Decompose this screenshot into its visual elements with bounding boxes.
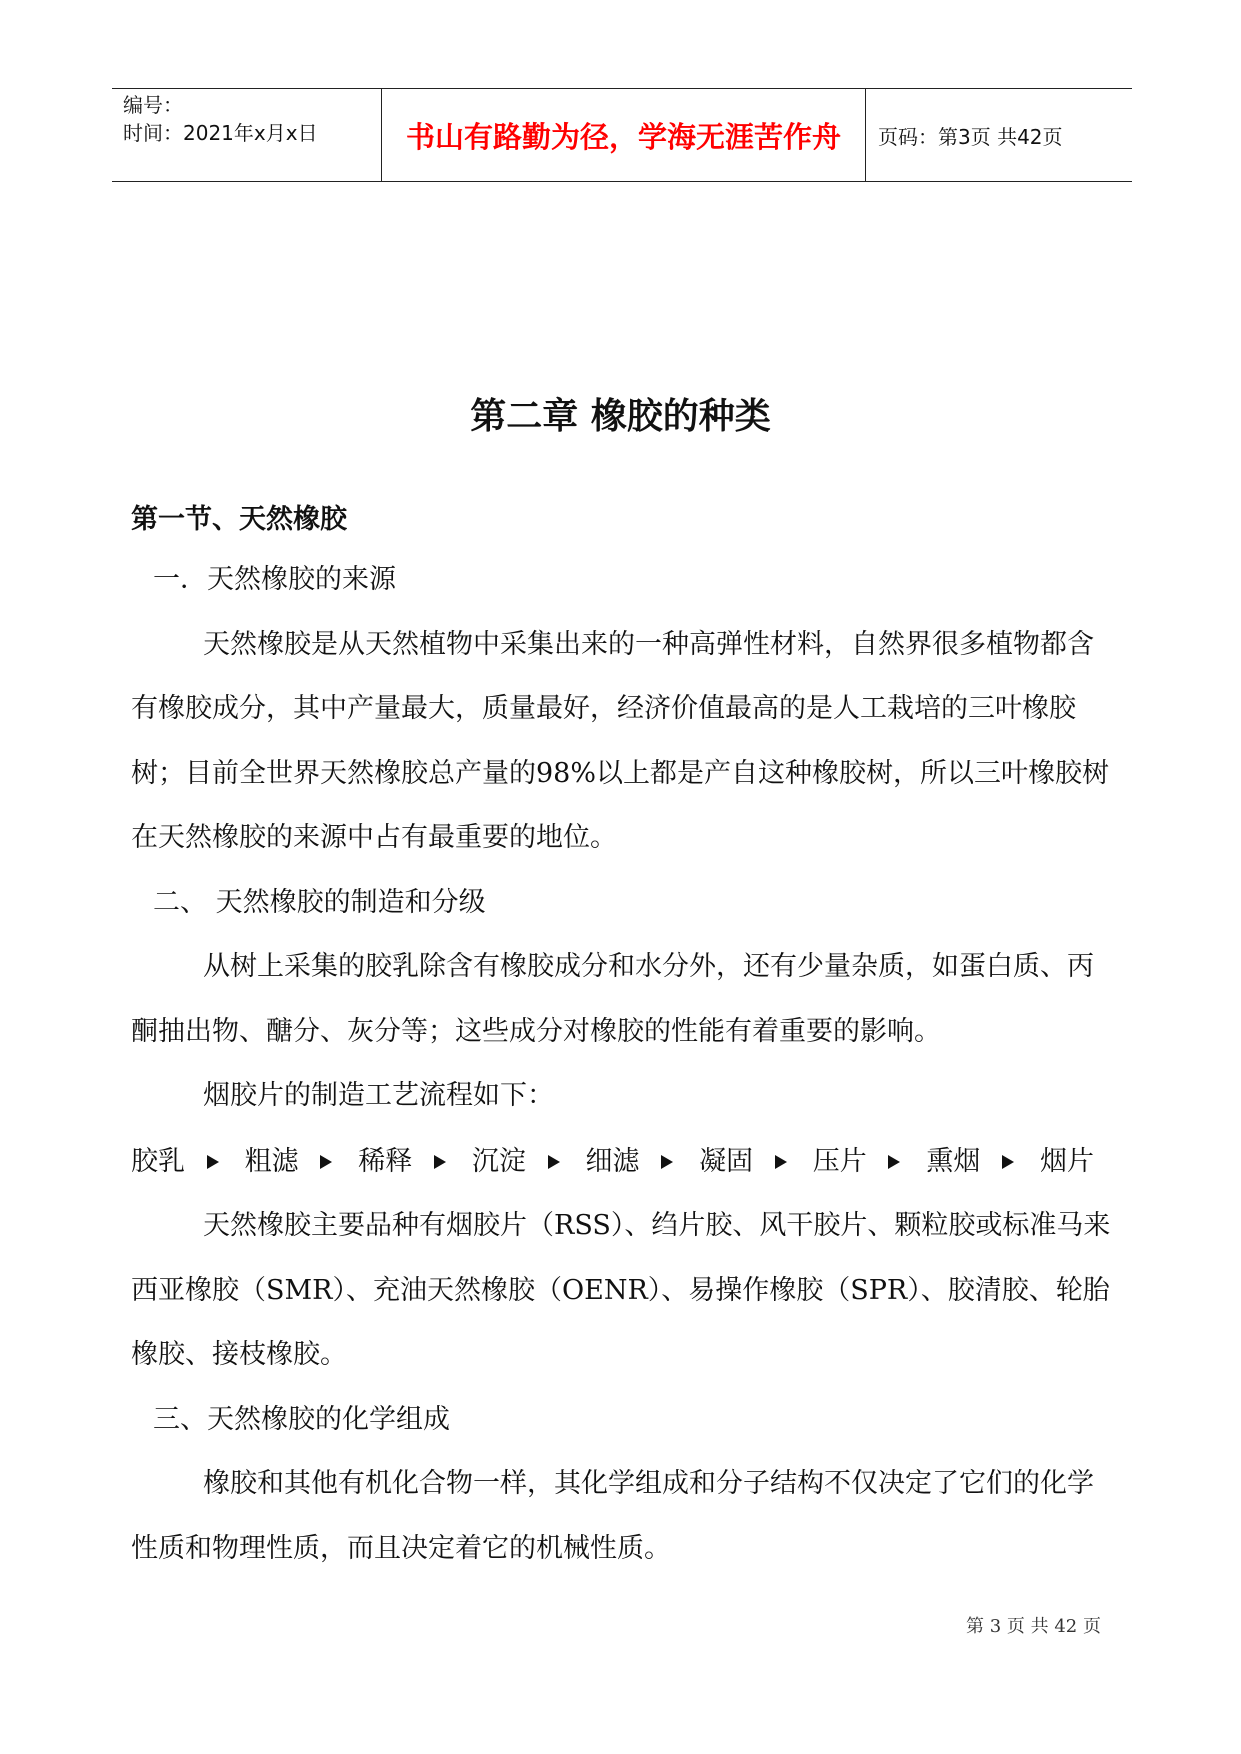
flow-step: 细滤	[585, 1146, 640, 1177]
paragraph: 橡胶和其他有机化合物一样，其化学组成和分子结构不仅决定了它们的化学性质和物理性质，而且决定着它的机械性质。	[131, 1468, 1094, 1564]
date-label: 时间：2021年x月x日	[123, 121, 318, 145]
flow-step: 压片	[812, 1146, 867, 1177]
flow-step: 粗滤	[244, 1146, 299, 1177]
subheading: 二、 天然橡胶的制造和分级	[153, 886, 486, 918]
flow-step: 沉淀	[471, 1146, 526, 1177]
paragraph: 天然橡胶主要品种有烟胶片（RSS）、绉片胶、风干胶片、颗粒胶或标准马来西亚橡胶（SMR）、充油天然橡胶（OENR）、易操作橡胶（SPR）、胶清胶、轮胎橡胶、接枝橡胶。	[131, 1210, 1111, 1370]
subheading: 一．天然橡胶的来源	[153, 564, 396, 595]
paragraph: 烟胶片的制造工艺流程如下：	[203, 1080, 554, 1111]
flow-step: 稀释	[358, 1146, 413, 1177]
flow-step: 胶乳	[131, 1146, 185, 1177]
arrow-icon	[1008, 1161, 1012, 1163]
arrow-icon	[781, 1161, 785, 1163]
paragraph: 天然橡胶是从天然植物中采集出来的一种高弹性材料，自然界很多植物都含有橡胶成分，其中产量最大，质量最好，经济价值最高的是人工栽培的三叶橡胶树；目前全世界天然橡胶总产量的98%以上都是产自这种橡胶树，所以三叶橡胶树在天然橡胶的来源中占有最重要的地位。	[131, 628, 1110, 853]
arrow-icon	[440, 1161, 444, 1163]
arrow-icon	[554, 1161, 558, 1163]
arrow-icon	[213, 1161, 217, 1163]
body-text-2	[131, 1194, 1116, 1581]
arrow-icon	[668, 1161, 672, 1163]
paragraph: 从树上采集的胶乳除含有橡胶成分和水分外，还有少量杂质，如蛋白质、丙酮抽出物、醣分、灰分等；这些成分对橡胶的性能有着重要的影响。	[131, 951, 1094, 1047]
arrow-icon	[895, 1161, 899, 1163]
body-text-1	[131, 548, 1116, 1129]
section-heading: 第一节、天然橡胶	[131, 504, 347, 535]
number-label: 编号：	[123, 93, 183, 117]
subheading: 三、天然橡胶的化学组成	[153, 1403, 450, 1435]
arrow-icon	[327, 1161, 331, 1163]
flow-diagram	[131, 1130, 1116, 1195]
page-info: 页码：第3页 共42页	[878, 124, 1063, 149]
flow-step: 凝固	[699, 1146, 754, 1177]
chapter-title: 第二章 橡胶的种类	[470, 396, 771, 437]
flow-step: 熏烟	[926, 1146, 981, 1177]
header-table	[112, 88, 1132, 182]
page-footer: 第 3 页 共 42 页	[966, 1616, 1101, 1637]
header-meta	[112, 89, 382, 181]
motto: 书山有路勤为径，学海无涯苦作舟	[382, 89, 866, 181]
flow-step: 烟片	[1040, 1146, 1094, 1177]
